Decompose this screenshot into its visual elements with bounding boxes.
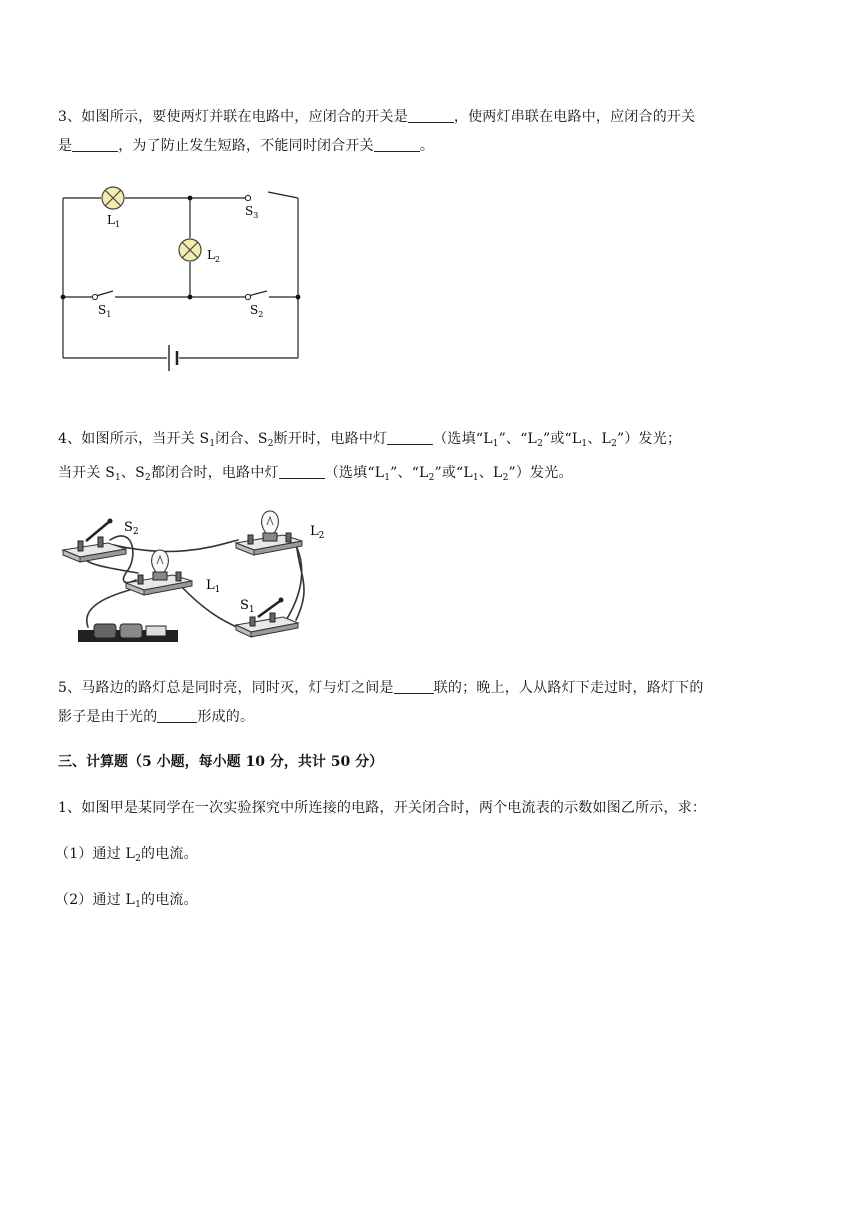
switch-s1-icon (92, 294, 97, 299)
junction-dot (61, 295, 66, 300)
question-3-text: 3、如图所示，要使两灯并联在电路中，应闭合的开关是 ，使两灯串联在电路中，应闭合的开关 是 ，为了防止发生短路，不能同时闭合开关 。 (58, 103, 808, 161)
label-l2: $L_2$ (207, 248, 221, 264)
answer-blank[interactable] (279, 462, 325, 479)
circuit-diagram-q3 (55, 180, 315, 375)
calc-question-1-intro: 1、如图甲是某同学在一次实验探究中所连接的电路，开关闭合时，两个电流表的示数如图乙所示，求： (58, 800, 707, 816)
label-s2: $S_2$ (250, 303, 264, 319)
section-heading: 三、计算题（5 小题，每小题 10 分，共计 50 分） (58, 754, 384, 770)
calc-question-1-part-2: （2）通过 $L_1$的电流。 (55, 892, 198, 910)
switch-s3-icon (245, 195, 250, 200)
label-s1: $S_1$ (240, 598, 255, 615)
calc-question-1-part-1: （1）通过 $L_2$的电流。 (55, 846, 198, 864)
switch-s2-icon (245, 294, 250, 299)
junction-dot (188, 295, 193, 300)
question-5-text: 5、马路边的路灯总是同时亮，同时灭，灯与灯之间是 联的；晚上，人从路灯下走过时，路灯下的 影子是由于光的 形成的。 (58, 674, 808, 732)
label-l1: $L_1$ (107, 213, 121, 229)
label-s1: $S_1$ (98, 303, 112, 319)
answer-blank[interactable] (157, 706, 197, 723)
label-l1: $L_1$ (206, 578, 221, 595)
answer-blank[interactable] (72, 135, 118, 152)
battery-pack-icon (78, 624, 178, 642)
answer-blank[interactable] (374, 135, 420, 152)
lamp-l1-icon (102, 187, 124, 209)
apparatus-diagram-q4 (58, 505, 348, 650)
answer-blank[interactable] (408, 106, 454, 123)
junction-dot (188, 196, 193, 201)
label-l2: $L_2$ (310, 524, 325, 541)
label-s2: $S_2$ (124, 520, 139, 537)
answer-blank[interactable] (394, 677, 434, 694)
answer-blank[interactable] (387, 428, 433, 445)
switch-s2-board (63, 519, 126, 563)
question-4-text: 4、如图所示，当开关 $S_1$闭合、$S_2$断开时，电路中灯 （选填“$L_1$”、“$L_2$”或“$L_1$、$L_2$”）发光； 当开关 $S_1$、$S_2$都闭合时，电路中灯 （选填“$L_1$”、“$L_2$”或“$L_1$、$L_2$”）发光。 (58, 425, 808, 493)
junction-dot (296, 295, 301, 300)
lamp-l2-icon (179, 239, 201, 261)
label-s3: $S_3$ (245, 204, 259, 220)
lamp-l2-board (236, 511, 302, 555)
